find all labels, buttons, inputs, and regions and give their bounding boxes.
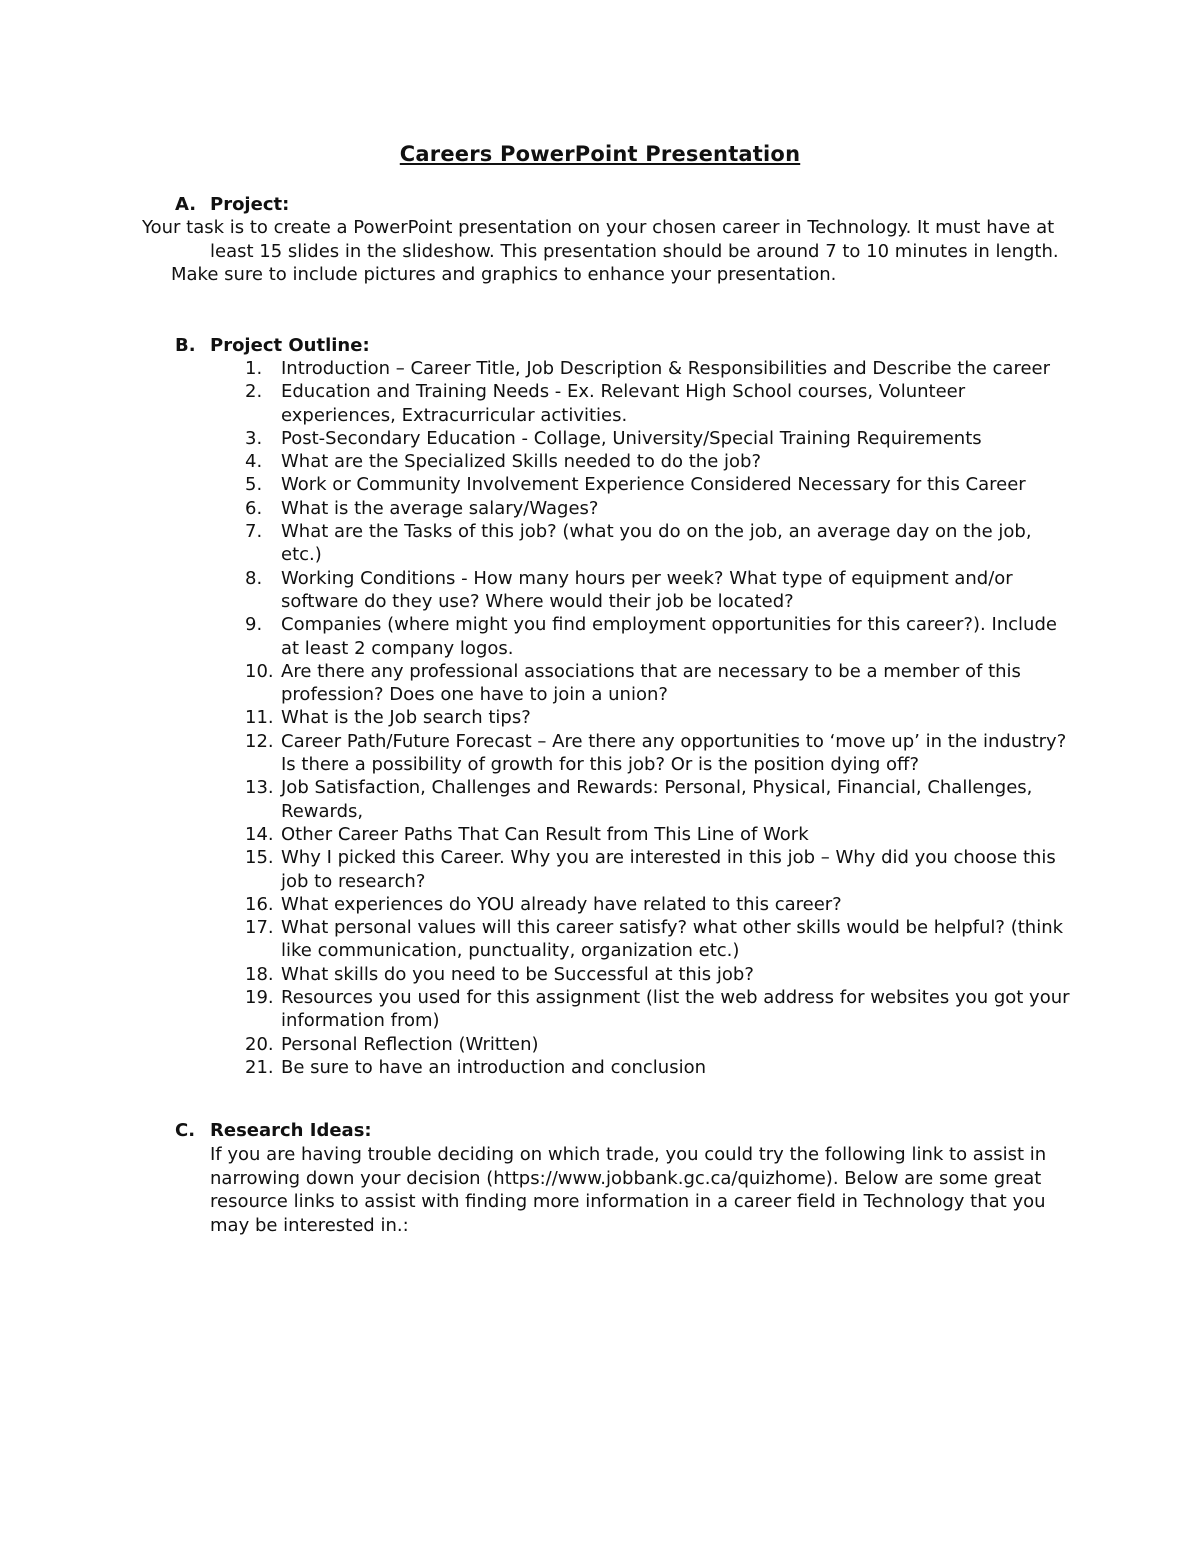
outline-item (245, 916, 1075, 963)
section-b-heading (175, 334, 370, 358)
outline-item (245, 776, 1075, 823)
outline-item-text: Be sure to have an introduction and conclusion (281, 1056, 706, 1078)
outline-item-text: What is the average salary/Wages? (281, 497, 599, 519)
outline-item-number: 9. (245, 614, 263, 636)
outline-item-number: 21. (245, 1056, 274, 1078)
outline-item-number: 4. (245, 451, 263, 473)
project-description (142, 216, 1062, 287)
outline-item (245, 380, 1075, 427)
section-c-title: Research Ideas: (210, 1120, 372, 1141)
outline-item-number: 14. (245, 823, 274, 845)
outline-item-number: 16. (245, 893, 274, 915)
outline-item-text: Other Career Paths That Can Result from This Line of Work (281, 823, 809, 845)
outline-item-number: 11. (245, 707, 274, 729)
outline-item-number: 15. (245, 847, 274, 869)
outline-item-number: 17. (245, 917, 274, 939)
outline-item-text: Career Path/Future Forecast – Are there any opportunities to ‘move up’ in the industry? Is there a possibility of growth for this job? Or is the position dying off? (281, 730, 1067, 776)
outline-item-number: 1. (245, 358, 263, 379)
outline-item-text: Are there any professional associations that are necessary to be a member of this profession? Does one have to join a union? (281, 660, 1021, 706)
outline-item-number: 2. (245, 381, 263, 403)
outline-item (245, 730, 1075, 777)
outline-item-number: 3. (245, 427, 263, 449)
outline-item-text: Post-Secondary Education - Collage, University/Special Training Requirements (281, 427, 982, 449)
section-a-heading (175, 193, 289, 217)
outline-item-text: Work or Community Involvement Experience Considered Necessary for this Career (281, 474, 1026, 496)
outline-item-text: What personal values will this career satisfy? what other skills would be helpful? (think like communication, punctuality, organization etc.) (281, 917, 1064, 962)
outline-item-text: Working Conditions - How many hours per week? What type of equipment and/or software do they use? Where would their job be located? (281, 567, 1013, 612)
outline-item (245, 1033, 1075, 1056)
outline-item-text: Resources you used for this assignment (list the web address for websites you got your information from) (281, 987, 1070, 1032)
section-b-title: Project Outline: (210, 335, 370, 356)
outline-item (245, 1056, 1075, 1079)
outline-item (245, 613, 1075, 660)
outline-item-text: What experiences do YOU already have related to this career? (281, 893, 842, 915)
outline-item (245, 567, 1075, 614)
outline-item-text: Companies (where might you find employment opportunities for this career?). Include at least 2 company logos. (281, 614, 1057, 659)
section-c-letter: C. (175, 1120, 196, 1141)
outline-item-number: 19. (245, 987, 274, 1009)
outline-item-number: 5. (245, 474, 263, 496)
outline-item-text: What skills do you need to be Successful at this job? (281, 963, 754, 985)
project-outline-list (245, 357, 1075, 1079)
outline-item-text: Introduction – Career Title, Job Description & Responsibilities and Describe the career (281, 358, 1050, 379)
outline-item (245, 497, 1075, 520)
outline-item-number: 20. (245, 1033, 274, 1055)
outline-item (245, 660, 1075, 707)
document-title: Careers PowerPoint Presentation (399, 142, 801, 166)
outline-item-number: 18. (245, 963, 274, 985)
outline-item-text: What are the Specialized Skills needed to do the job? (281, 451, 761, 473)
section-a-letter: A. (175, 194, 197, 215)
outline-item (245, 823, 1075, 846)
section-b-letter: B. (175, 335, 196, 356)
project-line: Your task is to create a PowerPoint presentation on your chosen career in Technology. It must have at (142, 217, 1055, 238)
outline-item (245, 357, 1075, 380)
outline-item (245, 893, 1075, 916)
outline-item (245, 963, 1075, 986)
research-ideas-body: If you are having trouble deciding on which trade, you could try the following link to assist in narrowing down your decision (https://www.jobbank.gc.ca/quizhome). Below are some great resource links to assist with finding more information in a career field in Technology that you may be interested in.: (210, 1144, 1047, 1236)
outline-item-text: What are the Tasks of this job? (what you do on the job, an average day on the job, etc.) (281, 521, 1032, 566)
outline-item (245, 706, 1075, 729)
outline-item-number: 12. (245, 730, 274, 752)
outline-item-text: Education and Training Needs - Ex. Relevant High School courses, Volunteer experiences, Extracurricular activities. (281, 381, 966, 426)
outline-item-text: Job Satisfaction, Challenges and Rewards: Personal, Physical, Financial, Challenges, Rewards, (281, 777, 1033, 822)
outline-item-number: 7. (245, 521, 263, 543)
outline-item-number: 6. (245, 497, 263, 519)
section-c-heading (175, 1119, 372, 1143)
outline-item-number: 10. (245, 660, 274, 682)
outline-item-number: 13. (245, 777, 274, 799)
outline-item (245, 846, 1075, 893)
outline-item-number: 8. (245, 567, 263, 589)
outline-item (245, 473, 1075, 496)
outline-item-text: Why I picked this Career. Why you are interested in this job – Why did you choose this job to research? (281, 847, 1056, 892)
outline-item-text: What is the Job search tips? (281, 707, 531, 729)
outline-item (245, 986, 1075, 1033)
outline-item (245, 450, 1075, 473)
outline-item-text: Personal Reflection (Written) (281, 1033, 539, 1055)
project-line: least 15 slides in the slideshow. This presentation should be around 7 to 10 minutes in length. (210, 240, 1059, 262)
outline-item (245, 427, 1075, 450)
section-a-title: Project: (210, 194, 290, 215)
outline-item (245, 520, 1075, 567)
project-line: Make sure to include pictures and graphics to enhance your presentation. (171, 264, 837, 286)
